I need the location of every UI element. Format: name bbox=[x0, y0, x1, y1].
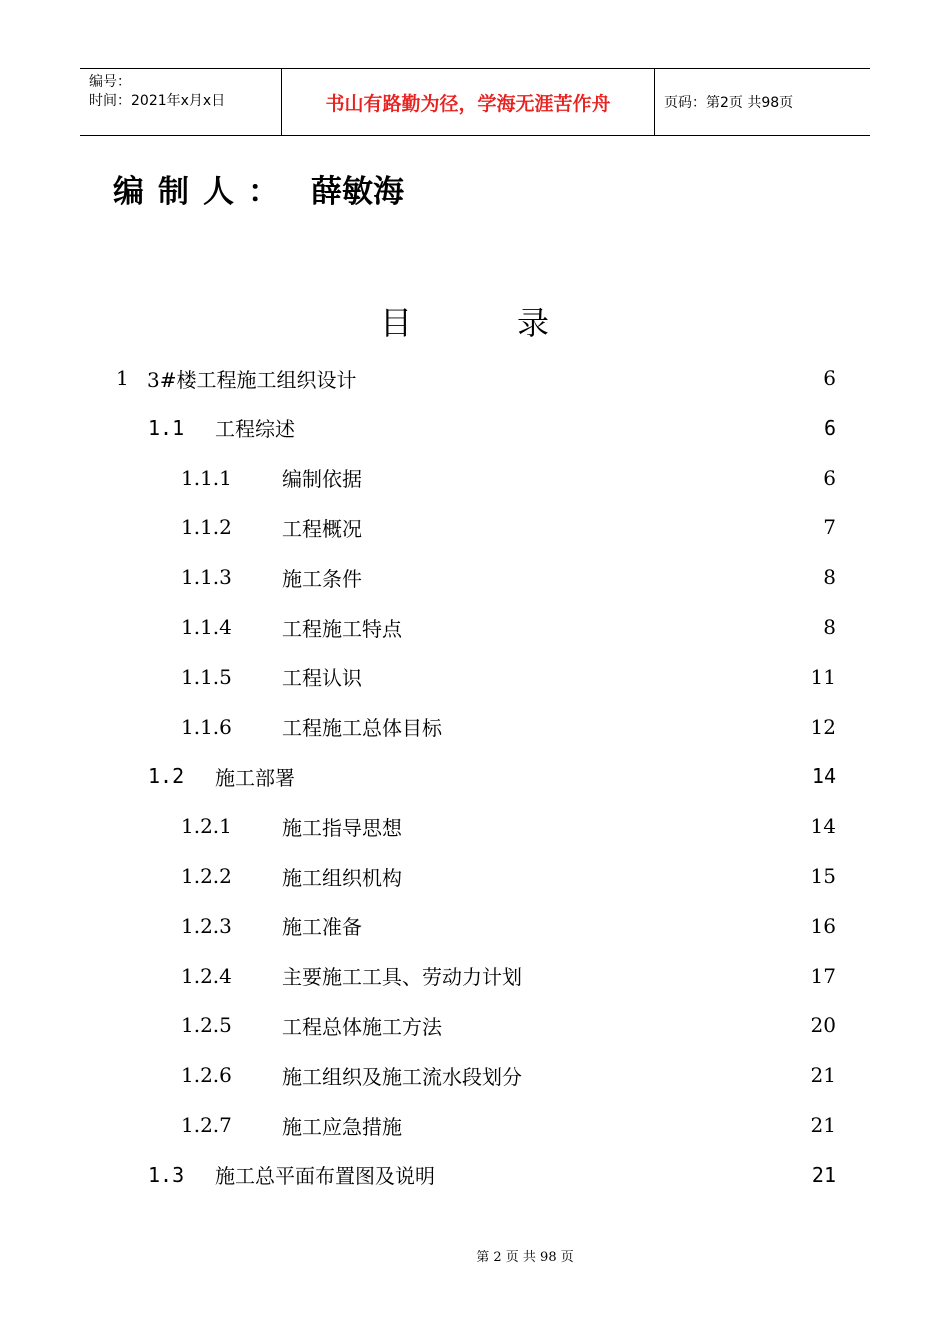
toc-entry-number: 1.1.1 bbox=[181, 465, 232, 490]
toc-entry-number: 1.1 bbox=[148, 415, 185, 440]
motto-text: 书山有路勤为径，学海无涯苦作舟 bbox=[325, 92, 611, 115]
toc-entry-title: 工程综述 bbox=[215, 417, 295, 442]
toc-entry-title: 主要施工工具、劳动力计划 bbox=[282, 965, 522, 990]
toc-entry-title: 工程认识 bbox=[282, 666, 362, 691]
toc-entry-number: 1.2.2 bbox=[181, 864, 232, 888]
toc-entry-page: 14 bbox=[811, 764, 836, 789]
toc-entry-title: 施工指导思想 bbox=[282, 815, 402, 840]
toc-entry-title: 施工组织机构 bbox=[282, 865, 402, 890]
toc-entry[interactable] bbox=[0, 862, 950, 890]
toc-entry[interactable] bbox=[0, 1111, 950, 1139]
page-footer: 第 2 页 共 98 页 bbox=[476, 1250, 574, 1265]
toc-entry[interactable] bbox=[0, 812, 950, 840]
toc-entry-number: 1.2 bbox=[148, 764, 185, 789]
toc-entry-page: 21 bbox=[810, 1063, 836, 1088]
toc-entry[interactable] bbox=[0, 364, 950, 392]
toc-entry-title: 3#楼工程施工组织设计 bbox=[147, 367, 357, 392]
toc-entry[interactable] bbox=[0, 1061, 950, 1089]
toc-entry-page: 20 bbox=[810, 1013, 836, 1038]
toc-entry-number: 1.1.3 bbox=[181, 565, 232, 590]
toc-entry[interactable] bbox=[0, 713, 950, 741]
toc-entry-page: 6 bbox=[823, 366, 836, 390]
toc-entry-page: 14 bbox=[810, 814, 836, 839]
toc-entry[interactable] bbox=[0, 762, 950, 790]
toc-entry[interactable] bbox=[0, 613, 950, 641]
author-line bbox=[113, 166, 404, 211]
toc-entry-page: 15 bbox=[810, 864, 836, 888]
toc-entry-number: 1.1.6 bbox=[181, 714, 232, 739]
code-label: 编号： bbox=[89, 74, 131, 90]
page-header bbox=[80, 68, 870, 136]
toc-entry-number: 1.2.5 bbox=[181, 1013, 232, 1038]
author-label: 编制人： bbox=[113, 174, 293, 210]
toc-title: 目录 bbox=[380, 304, 655, 342]
toc-entry-page: 12 bbox=[810, 714, 836, 739]
toc-entry-number: 1.2.4 bbox=[181, 963, 232, 988]
header-page-info bbox=[655, 69, 870, 135]
toc-entry-page: 17 bbox=[810, 963, 836, 988]
toc-entry-title: 施工准备 bbox=[282, 915, 362, 940]
toc-entry-number: 1 bbox=[116, 366, 129, 390]
toc-entry[interactable] bbox=[0, 563, 950, 591]
toc-entry-title: 工程施工总体目标 bbox=[282, 716, 442, 741]
toc-entry-title: 编制依据 bbox=[282, 467, 362, 492]
page-info-text: 页码：第2页 共98页 bbox=[664, 95, 794, 111]
toc-entry-number: 1.1.5 bbox=[181, 664, 232, 689]
toc-entry-number: 1.3 bbox=[148, 1162, 185, 1187]
time-label: 时间：2021年x月x日 bbox=[89, 93, 226, 109]
author-name: 薛敏海 bbox=[311, 174, 404, 210]
toc-entry[interactable] bbox=[0, 663, 950, 691]
toc-entry-number: 1.2.1 bbox=[181, 814, 232, 839]
toc-entry-number: 1.1.4 bbox=[181, 615, 232, 639]
toc-entry-title: 工程总体施工方法 bbox=[282, 1014, 442, 1039]
toc-entry[interactable] bbox=[0, 912, 950, 940]
toc-entry-page: 21 bbox=[811, 1162, 836, 1187]
toc-entry-title: 施工组织及施工流水段划分 bbox=[282, 1064, 522, 1089]
toc-entry-page: 8 bbox=[823, 615, 836, 639]
toc-entry[interactable] bbox=[0, 513, 950, 541]
header-meta bbox=[80, 69, 282, 135]
header-motto bbox=[282, 69, 655, 135]
toc-entry-page: 16 bbox=[810, 913, 836, 938]
toc-entry-title: 施工部署 bbox=[215, 765, 295, 790]
toc-entry[interactable] bbox=[0, 1011, 950, 1039]
toc-entry-title: 施工总平面布置图及说明 bbox=[215, 1164, 435, 1189]
toc-entry[interactable] bbox=[0, 464, 950, 492]
toc-entry[interactable] bbox=[0, 1161, 950, 1189]
toc-entry-title: 施工应急措施 bbox=[282, 1114, 402, 1139]
toc-entry-number: 1.2.3 bbox=[181, 913, 232, 938]
toc-entry[interactable] bbox=[0, 414, 950, 442]
toc-entry-page: 6 bbox=[823, 415, 836, 440]
toc-entry-title: 工程概况 bbox=[282, 516, 362, 541]
toc-entry-number: 1.2.7 bbox=[181, 1113, 232, 1137]
toc-entry[interactable] bbox=[0, 962, 950, 990]
toc-entry-number: 1.1.2 bbox=[181, 515, 232, 540]
toc-entry-title: 施工条件 bbox=[282, 566, 362, 591]
toc-entry-page: 8 bbox=[823, 565, 836, 590]
toc-entry-page: 11 bbox=[810, 664, 836, 689]
toc-entry-page: 21 bbox=[810, 1113, 836, 1137]
toc-entry-title: 工程施工特点 bbox=[282, 616, 402, 641]
toc-entry-page: 6 bbox=[823, 465, 836, 490]
toc-entry-page: 7 bbox=[823, 515, 836, 540]
toc-entry-number: 1.2.6 bbox=[181, 1063, 232, 1088]
